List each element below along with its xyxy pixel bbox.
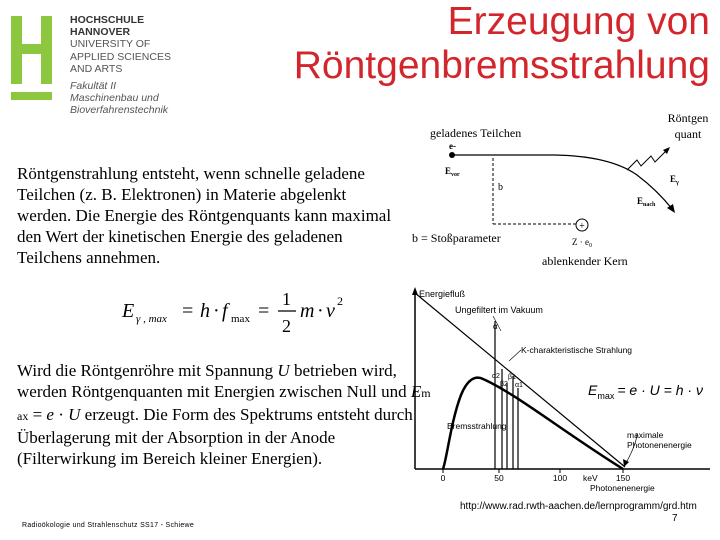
paragraph-spectrum [17, 360, 432, 469]
title-line-2: Röntgenbremsstrahlung [293, 44, 710, 87]
title-line-1: Erzeugung von [447, 0, 710, 43]
spectrum-xlabel: Photonenenergie [590, 483, 655, 493]
formula-dot2: · [317, 300, 324, 322]
para2-U2: U [68, 405, 81, 424]
formula-E-sub: γ , max [136, 313, 167, 325]
quant-label-2: quant [674, 127, 702, 141]
slide-title [294, 0, 710, 88]
x-tick: 150 [615, 473, 631, 483]
unfiltered-line [415, 293, 625, 467]
energy-formula [118, 285, 358, 345]
b-label: b [498, 182, 503, 193]
alpha-label: α [493, 322, 498, 331]
formula-m: m [300, 300, 315, 322]
x-unit: keV [583, 473, 598, 483]
formula-num: 1 [282, 289, 291, 309]
para2-E-sub: m ax [17, 386, 431, 423]
x-ray-spectrum-diagram [405, 283, 715, 495]
nucleus-charge: $Z \cdot e_0$ [572, 237, 592, 249]
x-tick: 0 [440, 473, 446, 483]
beta1-label: β1 [508, 374, 516, 381]
e-nach-label: $E_{nach}$ [637, 196, 656, 208]
formula-f-sub: max [231, 313, 250, 325]
svg-text:+: + [579, 221, 585, 232]
bremsstrahlung-deflection-diagram [405, 100, 715, 275]
k-label: K-charakteristische Strahlung [521, 345, 633, 355]
university-logo-mark [8, 14, 58, 102]
spectrum-ylabel: Energiefluß [419, 289, 466, 299]
faculty-line: Bioverfahrenstechnik [70, 104, 169, 117]
unfiltered-label: Ungefiltert im Vakuum [455, 305, 543, 315]
page-number: 7 [672, 513, 678, 524]
course-footer: Radioökologie und Strahlenschutz SS17 - Schiewe [22, 522, 195, 529]
para2-text: = [28, 405, 47, 424]
university-logo-text [70, 14, 171, 117]
logo-line: AND ARTS [70, 62, 123, 75]
max-label-2: Photonenenergie [627, 440, 692, 450]
b-definition: b = Stoßparameter [412, 231, 501, 245]
paragraph-generation: Röntgenstrahlung entsteht, wenn schnelle geladene Teilchen (z. B. Elektronen) in Materie abgelenkt werden. Die Energie des Röntgenquants kann maximal den Wert der kinetischen Energie des geladenen Teilchens annehmen. [17, 164, 392, 267]
brems-label: Bremsstrahlung [447, 421, 507, 431]
logo-line: HOCHSCHULE [70, 14, 145, 26]
charge-label: e- [449, 141, 456, 151]
formula-eq2: = [258, 300, 270, 322]
para2-e: e [46, 405, 54, 424]
source-url: http://www.rad.rwth-aachen.de/lernprogramm/grd.htm [460, 501, 697, 512]
faculty-line: Fakultät II [70, 80, 117, 93]
e-vor-label: $E_{vor}$ [445, 166, 460, 178]
spectrum-formula: $E_{max} = e \cdot U = h \cdot \nu$ [588, 382, 703, 401]
faculty-line: Maschinenbau und [70, 92, 159, 105]
logo-line: APPLIED SCIENCES [70, 50, 171, 63]
formula-sq: 2 [337, 294, 343, 308]
para2-text: · [53, 405, 69, 424]
x-tick: 100 [552, 473, 568, 483]
alpha1-label: α1 [515, 382, 523, 389]
formula-den: 2 [282, 316, 291, 336]
para2-E: E [410, 382, 422, 401]
x-tick: 50 [494, 473, 504, 483]
para2-text: betrieben wird, werden Röntgenquanten mit Energien zwischen Null und [17, 361, 411, 401]
formula-dot: · [213, 300, 220, 322]
alpha2-label: α2 [492, 373, 500, 380]
para2-U: U [277, 361, 290, 380]
logo-line: HANNOVER [70, 26, 131, 39]
logo-line: UNIVERSITY OF [70, 38, 151, 51]
particle-label: geladenes Teilchen [430, 126, 522, 140]
quant-label-1: Röntgen [667, 111, 709, 125]
para2-text: Wird die Röntgenröhre mit Spannung [17, 361, 278, 380]
max-label-1: maximale [627, 430, 664, 440]
nucleus-label: ablenkender Kern [542, 254, 628, 268]
formula-h: h [200, 300, 210, 322]
formula-f: f [222, 300, 228, 322]
beta2-label: β2 [500, 381, 508, 388]
formula-eq: = [182, 300, 194, 322]
formula-E: E [122, 300, 135, 322]
para2-text: erzeugt. Die Form des Spektrums entsteht durch Überlagerung mit der Absorption in der Anode (Filterwirkung im Bereich kleiner Energien). [17, 405, 413, 468]
e-gamma-label: $E_\gamma$ [670, 174, 679, 186]
formula-v: v [326, 300, 335, 322]
